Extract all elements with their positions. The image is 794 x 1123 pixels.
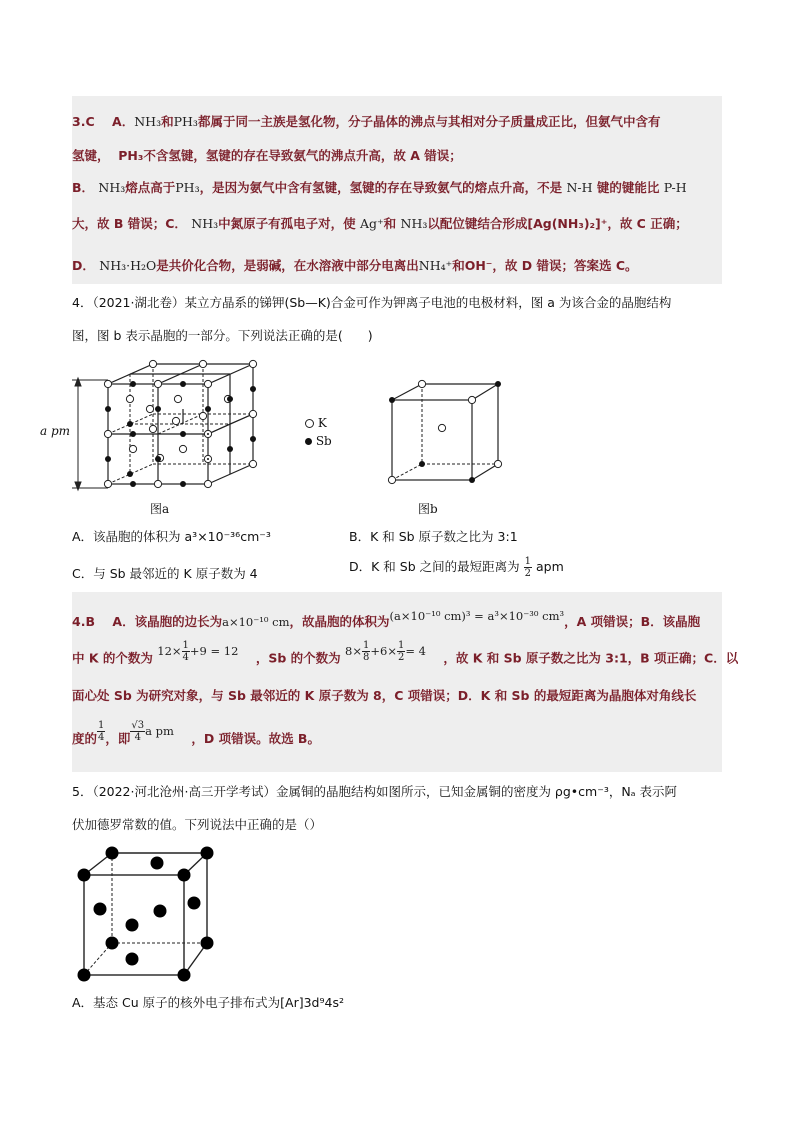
formula-ag: Ag⁺ <box>360 216 384 231</box>
question-5-line2: 伏加德罗常数的值。下列说法中正确的是（） <box>72 817 323 832</box>
fraction-numerator: 1 <box>98 720 105 731</box>
answer-3-text: 中氮原子有孤电子对，使 <box>218 216 356 231</box>
answer-4-text: ，故晶胞的体积为 <box>289 614 390 629</box>
fraction-numerator: 1 <box>397 640 405 651</box>
math-part: 8× <box>345 643 362 658</box>
fraction-denominator: 2 <box>397 652 405 663</box>
answer-4-text: ，A 项错误；B．该晶胞 <box>564 614 701 629</box>
formula-ph3: PH₃ <box>175 180 200 195</box>
answer-3-text: ，是因为氨气中含有氢键，氢键的存在导致氨气的熔点升高，不是 <box>199 180 563 195</box>
answer-3-text: 大，故 B 错误；C． <box>72 216 187 231</box>
figure-copper-crystal <box>72 843 222 983</box>
legend-k-label: K <box>317 416 327 430</box>
formula-oh: OH⁻ <box>464 258 493 273</box>
fraction-denominator: 4 <box>98 732 105 743</box>
legend-sb-label: Sb <box>315 434 332 448</box>
answer-3-text: 和 <box>452 258 465 273</box>
figure-a-caption: 图a <box>150 502 170 516</box>
answer-3-text: 不含氢键，氢键的存在导致氨气的沸点升高，故 A 错误； <box>143 148 462 163</box>
formula-nh3: NH₃ <box>98 180 126 195</box>
question-4-option-c: C．与 Sb 最邻近的 K 原子数为 4 <box>72 566 258 581</box>
math-part: +9 = 12 <box>189 643 239 658</box>
answer-4-line1 <box>72 609 701 630</box>
option-b-marker: B． <box>72 180 95 195</box>
option-d-unit: apm <box>535 559 564 574</box>
legend-sb-marker <box>305 438 312 445</box>
formula-ph3: PH₃ <box>118 148 144 163</box>
option-d-text: D．K 和 Sb 之间的最短距离为 <box>349 559 520 574</box>
answer-3-text: 和 <box>383 216 397 231</box>
answer-4-label: 4.B <box>72 614 95 629</box>
answer-3-text: 是共价化合物，是弱碱，在水溶液中部分电离出 <box>156 258 419 273</box>
answer-4-text: ，Sb 的个数为 <box>255 650 341 666</box>
fraction-numerator: √3 <box>131 720 145 731</box>
math-sb-count <box>345 640 426 663</box>
answer-3-text: 以配位键结合形成[Ag(NH₃)₂]⁺，故 C 正确； <box>427 216 688 231</box>
answer-4-text: ，故 K 和 Sb 原子数之比为 3:1，B 项正确；C．以 <box>443 650 739 666</box>
fraction-denominator: 4 <box>134 732 141 743</box>
question-4-line1: 4．（2021·湖北卷）某立方晶系的锑钾(Sb—K)合金可作为钾离子电池的电极材料，图 a 为该合金的晶胞结构 <box>72 295 672 310</box>
answer-3-line4 <box>72 214 688 232</box>
answer-4-text: 中 K 的个数为 <box>72 650 153 666</box>
fraction-denominator: 8 <box>363 652 370 663</box>
figure-b-caption: 图b <box>418 502 438 516</box>
fraction-quarter <box>182 640 190 663</box>
answer-3-text: 键的键能比 <box>596 180 660 195</box>
math-part: = 4 <box>405 643 426 658</box>
legend-k <box>305 416 327 430</box>
answer-3-line2 <box>72 146 462 164</box>
question-4-line2: 图，图 b 表示晶胞的一部分。下列说法正确的是( ) <box>72 328 373 343</box>
figure-a-crystal <box>68 354 268 504</box>
math-k-count <box>157 640 239 663</box>
option-d-marker: D． <box>72 258 95 273</box>
answer-4-line2 <box>72 640 739 671</box>
formula-ph3: PH₃ <box>173 114 198 129</box>
answer-3-line1 <box>72 112 660 130</box>
answer-4-text: ，即 <box>105 731 131 746</box>
fraction-denominator: 2 <box>524 568 531 579</box>
question-4-option-d <box>349 556 564 579</box>
answer-3-text: 熔点高于 <box>125 180 176 195</box>
fraction-denominator: 4 <box>182 652 189 663</box>
math-part: +6× <box>370 643 397 658</box>
fraction-numerator: 1 <box>524 556 531 567</box>
bond-nh: N-H <box>566 180 593 195</box>
formula-nh3: NH₃ <box>400 216 428 231</box>
answer-4-line3: 面心处 Sb 为研究对象，与 Sb 最邻近的 K 原子数为 8，C 项错误；D．K 和 Sb 的最短距离为晶胞体对角线长 <box>72 688 697 703</box>
text-he: 和 <box>161 114 174 129</box>
figure-a-dimension-label: a pm <box>40 424 71 438</box>
fraction-numerator: 1 <box>363 640 370 651</box>
question-5-line1: 5．（2022·河北沧州·高三开学考试）金属铜的晶胞结构如图所示，已知金属铜的密度为 ρg•cm⁻³，Nₐ 表示阿 <box>72 784 678 799</box>
question-4-option-b: B．K 和 Sb 原子数之比为 3:1 <box>349 529 518 544</box>
answer-3-text: 氢键， <box>72 148 110 163</box>
answer-3-text: 都属于同一主族是氢化物，分子晶体的沸点与其相对分子质量成正比，但氨气中含有 <box>197 114 661 129</box>
answer-3-block <box>72 96 722 284</box>
answer-3-line5 <box>72 256 638 274</box>
bond-ph: P-H <box>663 180 687 195</box>
answer-4-line4 <box>72 720 320 751</box>
option-a-marker: A． <box>112 114 135 129</box>
answer-3-text: ，故 D 错误；答案选 C。 <box>492 258 638 273</box>
math-volume: (a×10⁻¹⁰ cm)³ = a³×10⁻³⁰ cm³ <box>389 609 565 623</box>
formula-nh3: NH₃ <box>191 216 219 231</box>
question-4-option-a: A．该晶胞的体积为 a³×10⁻³⁶cm⁻³ <box>72 529 271 544</box>
question-5-option-a: A．基态 Cu 原子的核外电子排布式为[Ar]3d⁹4s² <box>72 995 344 1010</box>
answer-3-label: 3.C <box>72 114 95 129</box>
math-edge-length: a×10⁻¹⁰ cm <box>222 615 290 629</box>
fraction-half <box>524 556 532 579</box>
formula-nh4: NH₄⁺ <box>418 258 453 273</box>
fraction-quarter <box>97 720 105 743</box>
answer-3-line3 <box>72 178 687 196</box>
fraction-sqrt3-over-4 <box>130 720 145 743</box>
answer-4-block <box>72 592 739 772</box>
math-part: 12× <box>157 643 182 658</box>
answer-4-text: ，D 项错误。故选 B。 <box>191 731 320 746</box>
fraction-numerator: 1 <box>182 640 189 651</box>
answer-4-text: A．该晶胞的边长为 <box>112 614 223 629</box>
answer-4-text: 度的 <box>72 731 98 746</box>
math-distance: a pm <box>145 724 174 738</box>
legend-sb <box>305 434 332 448</box>
figure-b-crystal <box>380 378 510 488</box>
formula-nh3: NH₃ <box>134 114 162 129</box>
legend-k-marker <box>305 419 314 428</box>
formula-nh3-h2o: NH₃·H₂O <box>99 258 157 273</box>
